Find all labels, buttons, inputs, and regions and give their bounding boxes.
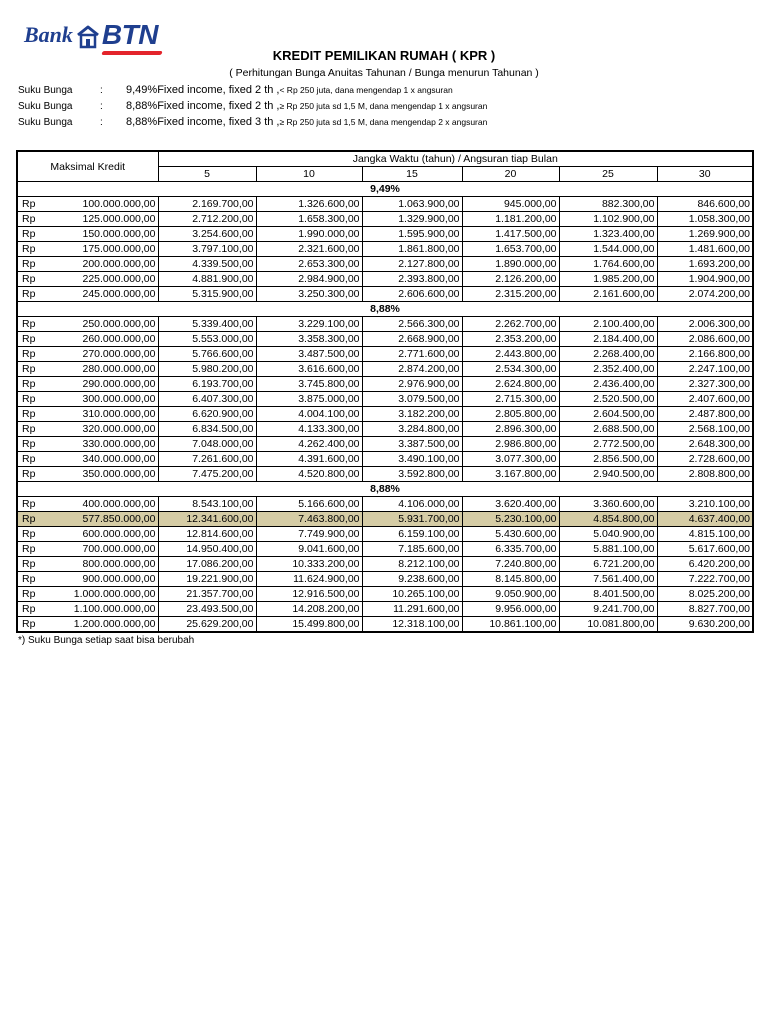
- installment-cell: 7.240.800,00: [462, 557, 559, 572]
- page-title: KREDIT PEMILIKAN RUMAH ( KPR ): [272, 48, 496, 63]
- currency-cell: Rp: [17, 377, 55, 392]
- table-row: [17, 212, 753, 227]
- house-icon: [76, 24, 100, 50]
- installment-cell: 846.600,00: [657, 197, 753, 212]
- loan-amount-cell: 600.000.000,00: [55, 527, 158, 542]
- installment-cell: 7.475.200,00: [158, 467, 256, 482]
- installment-cell: 4.339.500,00: [158, 257, 256, 272]
- installment-cell: 1.058.300,00: [657, 212, 753, 227]
- currency-cell: Rp: [17, 287, 55, 302]
- loan-amount-cell: 340.000.000,00: [55, 452, 158, 467]
- installment-cell: 1.181.200,00: [462, 212, 559, 227]
- installment-cell: 3.745.800,00: [256, 377, 362, 392]
- installment-cell: 2.604.500,00: [559, 407, 657, 422]
- rate-colon: :: [100, 117, 103, 128]
- installment-cell: 3.254.600,00: [158, 227, 256, 242]
- currency-cell: Rp: [17, 212, 55, 227]
- installment-cell: 3.358.300,00: [256, 332, 362, 347]
- installment-cell: 6.721.200,00: [559, 557, 657, 572]
- table-row-highlighted: [17, 512, 753, 527]
- installment-cell: 9.041.600,00: [256, 542, 362, 557]
- installment-cell: 2.520.500,00: [559, 392, 657, 407]
- installment-cell: 10.333.200,00: [256, 557, 362, 572]
- installment-cell: 3.360.600,00: [559, 497, 657, 512]
- installment-cell: 2.688.500,00: [559, 422, 657, 437]
- installment-cell: 9.050.900,00: [462, 587, 559, 602]
- installment-cell: 2.268.400,00: [559, 347, 657, 362]
- installment-cell: 11.291.600,00: [362, 602, 462, 617]
- installment-cell: 3.077.300,00: [462, 452, 559, 467]
- installment-cell: 5.931.700,00: [362, 512, 462, 527]
- installment-cell: 2.606.600,00: [362, 287, 462, 302]
- installment-cell: 3.487.500,00: [256, 347, 362, 362]
- installment-cell: 7.048.000,00: [158, 437, 256, 452]
- installment-cell: 1.890.000,00: [462, 257, 559, 272]
- interest-rates: [18, 82, 487, 130]
- loan-amount-cell: 270.000.000,00: [55, 347, 158, 362]
- table-row: [17, 572, 753, 587]
- page-subtitle: ( Perhitungan Bunga Anuitas Tahunan / Bunga menurun Tahunan ): [229, 67, 539, 79]
- installment-cell: 7.222.700,00: [657, 572, 753, 587]
- header-year: 25: [559, 167, 657, 182]
- installment-cell: 2.534.300,00: [462, 362, 559, 377]
- installment-cell: 23.493.500,00: [158, 602, 256, 617]
- installment-cell: 3.616.600,00: [256, 362, 362, 377]
- header-year: 30: [657, 167, 753, 182]
- installment-cell: 2.986.800,00: [462, 437, 559, 452]
- installment-cell: 1.658.300,00: [256, 212, 362, 227]
- installment-cell: 4.881.900,00: [158, 272, 256, 287]
- table-row: [17, 332, 753, 347]
- table-row: [17, 452, 753, 467]
- installment-cell: 10.861.100,00: [462, 617, 559, 633]
- loan-amount-cell: 290.000.000,00: [55, 377, 158, 392]
- rate-condition: ≥ Rp 250 juta sd 1,5 M, dana mengendap 2 x angsuran: [279, 117, 488, 127]
- loan-amount-cell: 400.000.000,00: [55, 497, 158, 512]
- installment-cell: 4.854.800,00: [559, 512, 657, 527]
- header-year: 5: [158, 167, 256, 182]
- installment-cell: 3.210.100,00: [657, 497, 753, 512]
- table-row: [17, 407, 753, 422]
- installment-cell: 1.595.900,00: [362, 227, 462, 242]
- rate-row: [18, 82, 487, 98]
- installment-cell: 2.315.200,00: [462, 287, 559, 302]
- table-row: [17, 317, 753, 332]
- table-body: [17, 182, 753, 633]
- loan-amount-cell: 900.000.000,00: [55, 572, 158, 587]
- table-row: [17, 272, 753, 287]
- installment-cell: 3.387.500,00: [362, 437, 462, 452]
- currency-cell: Rp: [17, 317, 55, 332]
- rate-colon: :: [100, 101, 103, 112]
- installment-cell: 3.229.100,00: [256, 317, 362, 332]
- installment-cell: 10.081.800,00: [559, 617, 657, 633]
- header-year: 15: [362, 167, 462, 182]
- table-row: [17, 347, 753, 362]
- rate-description: Fixed income, fixed 2 th ,: [157, 100, 280, 112]
- currency-cell: Rp: [17, 557, 55, 572]
- installment-cell: 2.487.800,00: [657, 407, 753, 422]
- installment-cell: 25.629.200,00: [158, 617, 256, 633]
- loan-amount-cell: 245.000.000,00: [55, 287, 158, 302]
- loan-amount-cell: 200.000.000,00: [55, 257, 158, 272]
- installment-cell: 2.127.800,00: [362, 257, 462, 272]
- installment-cell: 1.861.800,00: [362, 242, 462, 257]
- loan-amount-cell: 150.000.000,00: [55, 227, 158, 242]
- installment-cell: 8.025.200,00: [657, 587, 753, 602]
- installment-cell: 3.182.200,00: [362, 407, 462, 422]
- installment-cell: 5.230.100,00: [462, 512, 559, 527]
- installment-cell: 2.566.300,00: [362, 317, 462, 332]
- rate-percent: 8,88%: [126, 116, 158, 128]
- installment-cell: 3.490.100,00: [362, 452, 462, 467]
- installment-cell: 10.265.100,00: [362, 587, 462, 602]
- currency-cell: Rp: [17, 362, 55, 377]
- installment-cell: 7.561.400,00: [559, 572, 657, 587]
- installment-cell: 21.357.700,00: [158, 587, 256, 602]
- table-row: [17, 467, 753, 482]
- installment-cell: 5.617.600,00: [657, 542, 753, 557]
- rate-label: Suku Bunga: [18, 85, 73, 96]
- section-row: [17, 182, 753, 197]
- installment-cell: 2.805.800,00: [462, 407, 559, 422]
- section-rate-label: 8,88%: [17, 302, 753, 317]
- footnote: *) Suku Bunga setiap saat bisa berubah: [18, 635, 195, 646]
- installment-cell: 2.648.300,00: [657, 437, 753, 452]
- installment-cell: 14.208.200,00: [256, 602, 362, 617]
- currency-cell: Rp: [17, 587, 55, 602]
- installment-cell: 2.443.800,00: [462, 347, 559, 362]
- installment-cell: 8.543.100,00: [158, 497, 256, 512]
- installment-cell: 2.940.500,00: [559, 467, 657, 482]
- installment-cell: 1.693.200,00: [657, 257, 753, 272]
- installment-cell: 14.950.400,00: [158, 542, 256, 557]
- currency-cell: Rp: [17, 242, 55, 257]
- installment-cell: 3.079.500,00: [362, 392, 462, 407]
- installment-cell: 2.772.500,00: [559, 437, 657, 452]
- installment-cell: 6.620.900,00: [158, 407, 256, 422]
- installment-cell: 882.300,00: [559, 197, 657, 212]
- table-row: [17, 617, 753, 633]
- installment-cell: 2.262.700,00: [462, 317, 559, 332]
- currency-cell: Rp: [17, 467, 55, 482]
- installment-cell: 6.335.700,00: [462, 542, 559, 557]
- installment-cell: 7.463.800,00: [256, 512, 362, 527]
- installment-cell: 2.327.300,00: [657, 377, 753, 392]
- installment-cell: 7.185.600,00: [362, 542, 462, 557]
- installment-cell: 7.261.600,00: [158, 452, 256, 467]
- loan-amount-cell: 280.000.000,00: [55, 362, 158, 377]
- installment-cell: 2.624.800,00: [462, 377, 559, 392]
- installment-cell: 2.074.200,00: [657, 287, 753, 302]
- installment-cell: 2.856.500,00: [559, 452, 657, 467]
- installment-cell: 1.323.400,00: [559, 227, 657, 242]
- installment-cell: 2.086.600,00: [657, 332, 753, 347]
- installment-cell: 1.326.600,00: [256, 197, 362, 212]
- installment-cell: 2.393.800,00: [362, 272, 462, 287]
- installment-cell: 1.904.900,00: [657, 272, 753, 287]
- installment-cell: 1.985.200,00: [559, 272, 657, 287]
- currency-cell: Rp: [17, 392, 55, 407]
- installment-cell: 9.241.700,00: [559, 602, 657, 617]
- loan-amount-cell: 350.000.000,00: [55, 467, 158, 482]
- rate-percent: 8,88%: [126, 100, 158, 112]
- installment-cell: 4.133.300,00: [256, 422, 362, 437]
- installment-cell: 2.321.600,00: [256, 242, 362, 257]
- installment-cell: 1.481.600,00: [657, 242, 753, 257]
- currency-cell: Rp: [17, 227, 55, 242]
- installment-cell: 4.106.000,00: [362, 497, 462, 512]
- table-row: [17, 422, 753, 437]
- installment-cell: 3.797.100,00: [158, 242, 256, 257]
- logo-bank-text: Bank: [24, 22, 73, 47]
- installment-cell: 3.620.400,00: [462, 497, 559, 512]
- installment-cell: 2.184.400,00: [559, 332, 657, 347]
- currency-cell: Rp: [17, 572, 55, 587]
- installment-cell: 5.430.600,00: [462, 527, 559, 542]
- installment-cell: 2.771.600,00: [362, 347, 462, 362]
- rate-label: Suku Bunga: [18, 117, 73, 128]
- loan-amount-cell: 700.000.000,00: [55, 542, 158, 557]
- installment-cell: 1.653.700,00: [462, 242, 559, 257]
- installment-cell: 1.544.000,00: [559, 242, 657, 257]
- installment-cell: 2.728.600,00: [657, 452, 753, 467]
- table-row: [17, 242, 753, 257]
- installment-cell: 1.329.900,00: [362, 212, 462, 227]
- table-row: [17, 587, 753, 602]
- installment-cell: 6.193.700,00: [158, 377, 256, 392]
- currency-cell: Rp: [17, 197, 55, 212]
- table-row: [17, 197, 753, 212]
- installment-cell: 2.169.700,00: [158, 197, 256, 212]
- installment-cell: 5.980.200,00: [158, 362, 256, 377]
- currency-cell: Rp: [17, 272, 55, 287]
- rate-row: [18, 98, 487, 114]
- installment-cell: 2.436.400,00: [559, 377, 657, 392]
- loan-amount-cell: 125.000.000,00: [55, 212, 158, 227]
- loan-amount-cell: 330.000.000,00: [55, 437, 158, 452]
- installment-cell: 6.407.300,00: [158, 392, 256, 407]
- installment-cell: 5.553.000,00: [158, 332, 256, 347]
- currency-cell: Rp: [17, 452, 55, 467]
- installment-cell: 5.166.600,00: [256, 497, 362, 512]
- installment-cell: 2.161.600,00: [559, 287, 657, 302]
- installment-cell: 8.827.700,00: [657, 602, 753, 617]
- rate-colon: :: [100, 85, 103, 96]
- loan-amount-cell: 320.000.000,00: [55, 422, 158, 437]
- loan-amount-cell: 175.000.000,00: [55, 242, 158, 257]
- loan-amount-cell: 250.000.000,00: [55, 317, 158, 332]
- installment-cell: 4.391.600,00: [256, 452, 362, 467]
- section-row: [17, 482, 753, 497]
- loan-amount-cell: 260.000.000,00: [55, 332, 158, 347]
- table-row: [17, 392, 753, 407]
- installment-cell: 15.499.800,00: [256, 617, 362, 633]
- installment-cell: 1.269.900,00: [657, 227, 753, 242]
- table-row: [17, 527, 753, 542]
- header-year: 10: [256, 167, 362, 182]
- installment-cell: 2.407.600,00: [657, 392, 753, 407]
- table-row: [17, 542, 753, 557]
- installment-cell: 4.520.800,00: [256, 467, 362, 482]
- installment-cell: 3.875.000,00: [256, 392, 362, 407]
- currency-cell: Rp: [17, 257, 55, 272]
- installment-cell: 12.916.500,00: [256, 587, 362, 602]
- section-rate-label: 8,88%: [17, 482, 753, 497]
- installment-cell: 2.352.400,00: [559, 362, 657, 377]
- installment-cell: 6.159.100,00: [362, 527, 462, 542]
- installment-cell: 2.166.800,00: [657, 347, 753, 362]
- installment-cell: 2.874.200,00: [362, 362, 462, 377]
- bank-btn-logo: [24, 16, 158, 50]
- installment-cell: 2.100.400,00: [559, 317, 657, 332]
- installment-cell: 3.284.800,00: [362, 422, 462, 437]
- currency-cell: Rp: [17, 332, 55, 347]
- header-term-group: Jangka Waktu (tahun) / Angsuran tiap Bulan: [158, 151, 753, 167]
- currency-cell: Rp: [17, 422, 55, 437]
- installment-cell: 9.238.600,00: [362, 572, 462, 587]
- installment-cell: 2.247.100,00: [657, 362, 753, 377]
- logo-brand-text: [102, 20, 158, 50]
- header-year: 20: [462, 167, 559, 182]
- installment-cell: 2.668.900,00: [362, 332, 462, 347]
- installment-cell: 4.637.400,00: [657, 512, 753, 527]
- loan-amount-cell: 1.100.000.000,00: [55, 602, 158, 617]
- installment-cell: 9.630.200,00: [657, 617, 753, 633]
- currency-cell: Rp: [17, 497, 55, 512]
- table-row: [17, 287, 753, 302]
- installment-cell: 8.145.800,00: [462, 572, 559, 587]
- currency-cell: Rp: [17, 347, 55, 362]
- installment-cell: 2.568.100,00: [657, 422, 753, 437]
- table-row: [17, 227, 753, 242]
- installment-cell: 7.749.900,00: [256, 527, 362, 542]
- installment-cell: 6.834.500,00: [158, 422, 256, 437]
- table-row: [17, 437, 753, 452]
- installment-cell: 6.420.200,00: [657, 557, 753, 572]
- installment-cell: 1.417.500,00: [462, 227, 559, 242]
- installment-cell: 2.126.200,00: [462, 272, 559, 287]
- table-row: [17, 362, 753, 377]
- installment-cell: 3.592.800,00: [362, 467, 462, 482]
- installment-cell: 8.401.500,00: [559, 587, 657, 602]
- installment-cell: 5.315.900,00: [158, 287, 256, 302]
- table-row: [17, 497, 753, 512]
- rate-label: Suku Bunga: [18, 101, 73, 112]
- currency-cell: Rp: [17, 617, 55, 633]
- header-max-credit: Maksimal Kredit: [17, 151, 158, 182]
- installment-cell: 3.250.300,00: [256, 287, 362, 302]
- installment-cell: 945.000,00: [462, 197, 559, 212]
- installment-cell: 4.004.100,00: [256, 407, 362, 422]
- loan-amount-cell: 1.000.000.000,00: [55, 587, 158, 602]
- table-row: [17, 257, 753, 272]
- installment-cell: 4.815.100,00: [657, 527, 753, 542]
- installment-cell: 5.040.900,00: [559, 527, 657, 542]
- installment-cell: 5.339.400,00: [158, 317, 256, 332]
- installment-cell: 2.715.300,00: [462, 392, 559, 407]
- rate-row: [18, 114, 487, 130]
- installment-cell: 2.984.900,00: [256, 272, 362, 287]
- rate-description: Fixed income, fixed 3 th ,: [157, 116, 280, 128]
- rate-condition: ≥ Rp 250 juta sd 1,5 M, dana mengendap 1 x angsuran: [279, 101, 488, 111]
- currency-cell: Rp: [17, 407, 55, 422]
- table-row: [17, 602, 753, 617]
- kpr-installment-table: [16, 150, 754, 633]
- installment-cell: 19.221.900,00: [158, 572, 256, 587]
- installment-cell: 12.318.100,00: [362, 617, 462, 633]
- section-row: [17, 302, 753, 317]
- installment-cell: 2.896.300,00: [462, 422, 559, 437]
- loan-amount-cell: 800.000.000,00: [55, 557, 158, 572]
- currency-cell: Rp: [17, 512, 55, 527]
- section-rate-label: 9,49%: [17, 182, 753, 197]
- installment-cell: 4.262.400,00: [256, 437, 362, 452]
- installment-cell: 12.341.600,00: [158, 512, 256, 527]
- installment-cell: 2.712.200,00: [158, 212, 256, 227]
- rate-condition: < Rp 250 juta, dana mengendap 1 x angsuran: [279, 85, 453, 95]
- rate-percent: 9,49%: [126, 84, 158, 96]
- loan-amount-cell: 100.000.000,00: [55, 197, 158, 212]
- loan-amount-cell: 1.200.000.000,00: [55, 617, 158, 633]
- installment-cell: 2.353.200,00: [462, 332, 559, 347]
- installment-cell: 3.167.800,00: [462, 467, 559, 482]
- installment-cell: 1.990.000,00: [256, 227, 362, 242]
- installment-cell: 2.808.800,00: [657, 467, 753, 482]
- logo-brand-label: BTN: [101, 19, 158, 50]
- currency-cell: Rp: [17, 527, 55, 542]
- loan-amount-cell: 577.850.000,00: [55, 512, 158, 527]
- loan-amount-cell: 310.000.000,00: [55, 407, 158, 422]
- rate-description: Fixed income, fixed 2 th ,: [157, 84, 280, 96]
- loan-amount-cell: 225.000.000,00: [55, 272, 158, 287]
- installment-cell: 8.212.100,00: [362, 557, 462, 572]
- installment-cell: 1.764.600,00: [559, 257, 657, 272]
- currency-cell: Rp: [17, 437, 55, 452]
- installment-cell: 5.881.100,00: [559, 542, 657, 557]
- installment-cell: 9.956.000,00: [462, 602, 559, 617]
- installment-cell: 17.086.200,00: [158, 557, 256, 572]
- installment-cell: 2.653.300,00: [256, 257, 362, 272]
- installment-cell: 1.102.900,00: [559, 212, 657, 227]
- installment-cell: 11.624.900,00: [256, 572, 362, 587]
- currency-cell: Rp: [17, 602, 55, 617]
- currency-cell: Rp: [17, 542, 55, 557]
- installment-cell: 1.063.900,00: [362, 197, 462, 212]
- installment-cell: 12.814.600,00: [158, 527, 256, 542]
- installment-cell: 2.006.300,00: [657, 317, 753, 332]
- installment-cell: 2.976.900,00: [362, 377, 462, 392]
- installment-cell: 5.766.600,00: [158, 347, 256, 362]
- table-row: [17, 377, 753, 392]
- loan-amount-cell: 300.000.000,00: [55, 392, 158, 407]
- table-row: [17, 557, 753, 572]
